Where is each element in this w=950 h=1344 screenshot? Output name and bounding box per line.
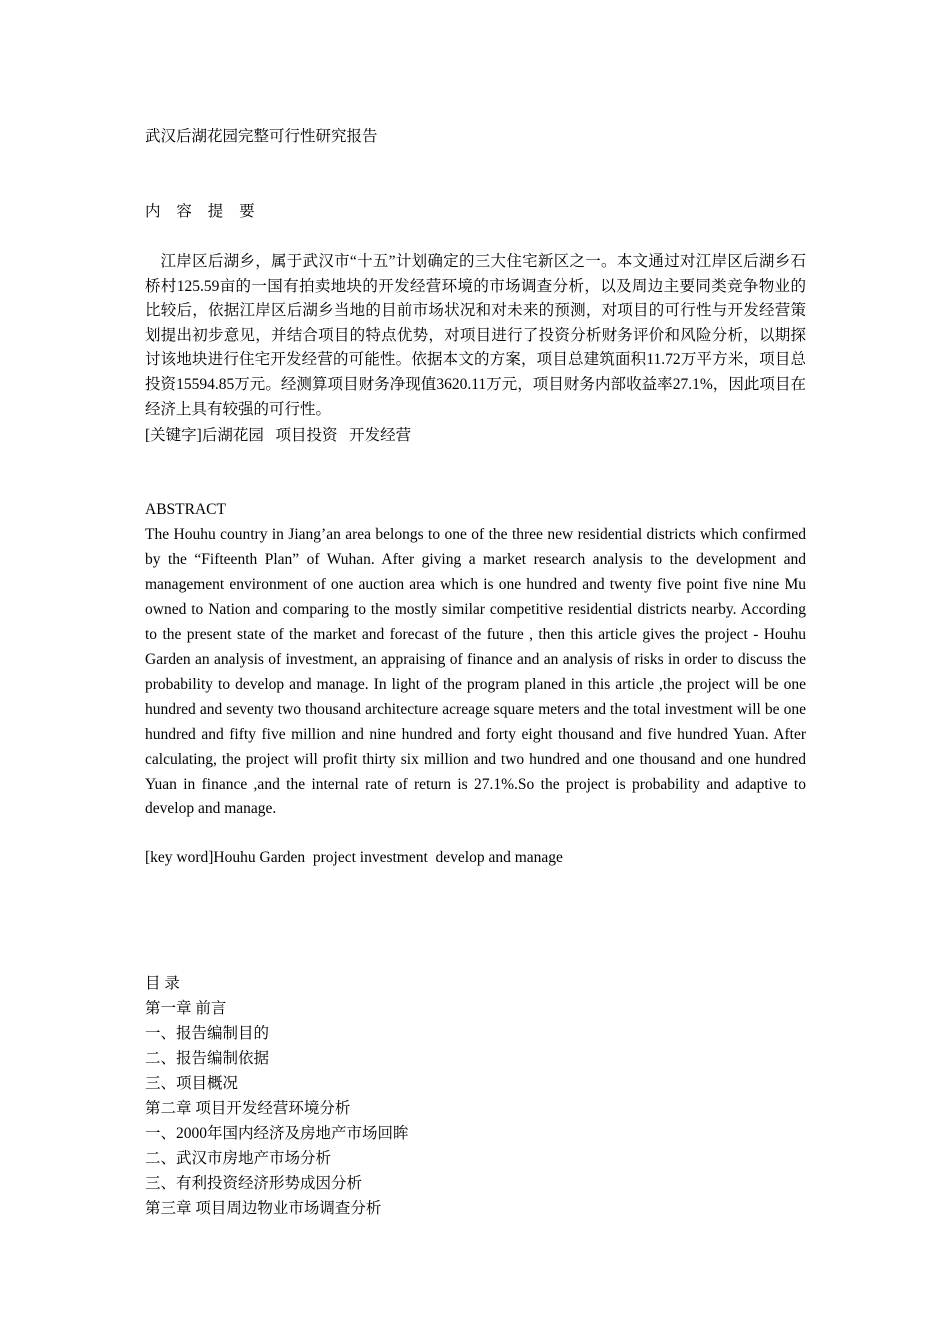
keywords-chinese: [关键字]后湖花园 项目投资 开发经营 [145,427,412,444]
summary-heading: 内 容 提 要 [145,203,261,220]
document-title: 武汉后湖花园完整可行性研究报告 [145,128,378,145]
toc-heading: 目 录 [145,975,180,992]
toc-item: 三、有利投资经济形势成因分析 [145,1175,363,1192]
summary-paragraph: 江岸区后湖乡，属于武汉市“十五”计划确定的三大住宅新区之一。本文通过对江岸区后湖乡石桥村125.59亩的一国有拍卖地块的开发经营环境的市场调查分析，以及周边主要同类竞争物业的比较后，依据江岸区后湖乡当地的目前市场状况和对未来的预测，对项目的可行性与开发经营策划提出初步意见，并结合项目的特点优势，对项目进行了投资分析财务评价和风险分析，以期探讨该地块进行住宅开发经营的可能性。依据本文的方案，项目总建筑面积11.72万平方米，项目总投资15594.85万元。经测算项目财务净现值3620.11万元，项目财务内部收益率27.1%，因此项目在经济上具有较强的可行性。 [145,253,806,418]
toc-item: 一、2000年国内经济及房地产市场回眸 [145,1125,409,1142]
toc-item: 二、武汉市房地产市场分析 [145,1150,332,1167]
toc-item: 三、项目概况 [145,1075,239,1092]
abstract-heading: ABSTRACT [145,501,226,518]
toc-item: 第一章 前言 [145,1000,227,1017]
table-of-contents [145,971,409,1221]
abstract-paragraph: The Houhu country in Jiang’an area belongs to one of the three new residential districts which confirmed by the “Fifteenth Plan” of Wuhan. After giving a market research analysis to the development and management environment of one auction area which is one hundred and twenty five point five nine Mu owned to Nation and comparing to the mostly similar competitive residential districts nearby. According to the present state of the market and forecast of the future , then this article gives the project - Houhu Garden an analysis of investment, an appraising of finance and an analysis of risks in order to discuss the probability to develop and manage. In light of the program planed in this article ,the project will be one hundred and seventy two thousand architecture acreage square meters and the total investment will be one hundred and fifty five million and nine hundred and forty eight thousand and five hundred Yuan. After calculating, the project will profit thirty six million and two hundred and one thousand and one hundred Yuan in finance ,and the internal rate of return is 27.1%.So the project is probability and adaptive to develop and manage. [145,526,806,818]
toc-item: 二、报告编制依据 [145,1050,270,1067]
toc-item: 一、报告编制目的 [145,1025,270,1042]
toc-item: 第二章 项目开发经营环境分析 [145,1100,351,1117]
keywords-english: [key word]Houhu Garden project investment develop and manage [145,849,563,866]
toc-item: 第三章 项目周边物业市场调查分析 [145,1200,382,1217]
